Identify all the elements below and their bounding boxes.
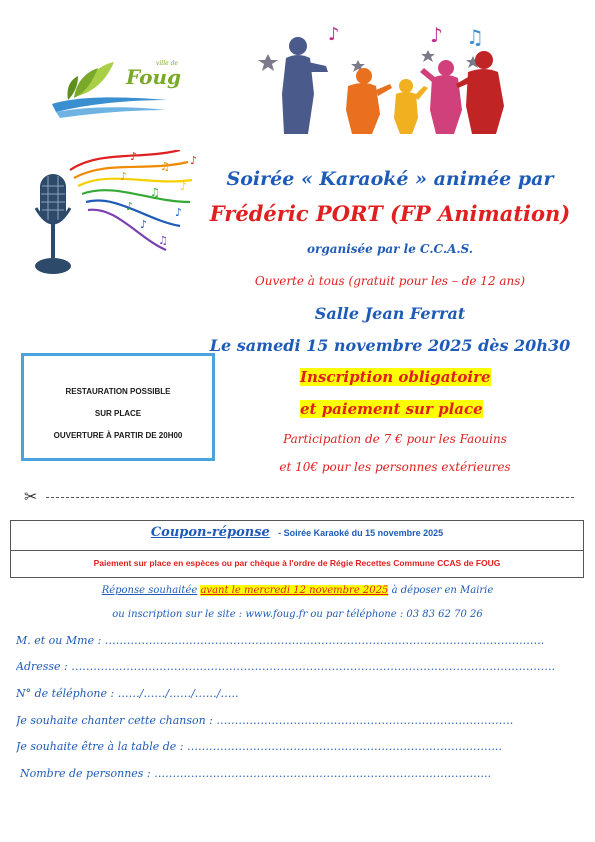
event-title-line2: Frédéric PORT (FP Animation) bbox=[209, 201, 571, 226]
svg-text:♪: ♪ bbox=[126, 200, 134, 213]
logo-name: Foug bbox=[126, 65, 181, 89]
people-count-field[interactable]: Nombre de personnes : ……………………………………………………………………………….. bbox=[20, 767, 492, 780]
name-field[interactable]: M. et ou Mme : …………………………………………………………………………………………………….….. bbox=[16, 634, 545, 647]
table-field[interactable]: Je souhaite être à la table de : ………………………………………………………………………….. bbox=[16, 740, 502, 753]
reply-deadline-line bbox=[0, 585, 595, 596]
svg-text:♪: ♪ bbox=[328, 24, 340, 45]
cut-line bbox=[46, 497, 574, 498]
registration-required bbox=[300, 368, 491, 386]
event-date: Le samedi 15 novembre 2025 dès 20h30 bbox=[209, 336, 571, 355]
event-title-line1: Soirée « Karaoké » animée par bbox=[226, 168, 554, 190]
svg-text:♪: ♪ bbox=[175, 206, 183, 219]
phone-field[interactable]: N° de téléphone : ……/……/……/……/….. bbox=[16, 687, 239, 700]
registration-line2: et paiement sur place bbox=[300, 400, 483, 418]
svg-text:♫: ♫ bbox=[150, 186, 160, 199]
coupon-payment: Paiement sur place en espèces ou par chèque à l'ordre de Régie Recettes Commune CCAS de FOUG bbox=[93, 558, 501, 568]
coupon-subtitle: - Soirée Karaoké du 15 novembre 2025 bbox=[278, 528, 444, 538]
svg-text:♪: ♪ bbox=[120, 170, 128, 183]
svg-text:♪: ♪ bbox=[430, 23, 443, 47]
svg-text:♫: ♫ bbox=[466, 25, 484, 49]
svg-text:♪: ♪ bbox=[140, 218, 148, 231]
svg-text:♪: ♪ bbox=[190, 154, 198, 167]
coupon-title-main: Coupon-réponse bbox=[150, 525, 270, 540]
payment-on-site bbox=[300, 400, 483, 418]
resto-line3: OUVERTURE À PARTIR DE 20H00 bbox=[53, 431, 183, 440]
reply-contact-line: ou inscription sur le site : www.foug.fr ou par téléphone : 03 83 62 70 26 bbox=[112, 609, 483, 620]
singers-silhouette-icon bbox=[258, 14, 528, 134]
restauration-box bbox=[21, 353, 215, 461]
svg-text:♪: ♪ bbox=[130, 150, 138, 163]
registration-line1: Inscription obligatoire bbox=[300, 368, 491, 386]
reply-suffix: à déposer en Mairie bbox=[391, 585, 494, 596]
svg-text:♫: ♫ bbox=[160, 160, 170, 173]
coupon-divider bbox=[10, 550, 584, 551]
reply-prefix: Réponse souhaitée bbox=[101, 585, 198, 596]
open-to: Ouverte à tous (gratuit pour les – de 12 ans) bbox=[254, 274, 526, 288]
resto-line1: RESTAURATION POSSIBLE bbox=[65, 387, 171, 396]
resto-line2: SUR PLACE bbox=[94, 409, 142, 418]
participation-line2: et 10€ pour les personnes extérieures bbox=[279, 460, 511, 474]
organized-by: organisée par le C.C.A.S. bbox=[307, 242, 473, 256]
foug-logo bbox=[48, 56, 181, 126]
scissors-icon: ✂ bbox=[24, 487, 38, 506]
svg-text:♪: ♪ bbox=[180, 180, 188, 193]
logo-prefix: ville de bbox=[156, 60, 178, 67]
microphone-music-notes-icon bbox=[30, 150, 210, 290]
reply-deadline: avant le mercredi 12 novembre 2025 bbox=[200, 585, 389, 596]
coupon-title bbox=[10, 525, 584, 540]
song-field[interactable]: Je souhaite chanter cette chanson : ……………………………………………………………………… bbox=[16, 714, 514, 727]
venue: Salle Jean Ferrat bbox=[314, 304, 466, 323]
svg-text:♫: ♫ bbox=[158, 234, 168, 247]
participation-line1: Participation de 7 € pour les Faouins bbox=[283, 432, 507, 446]
address-field[interactable]: Adresse : …………………………………………………………………………………………………………………… bbox=[16, 660, 556, 673]
